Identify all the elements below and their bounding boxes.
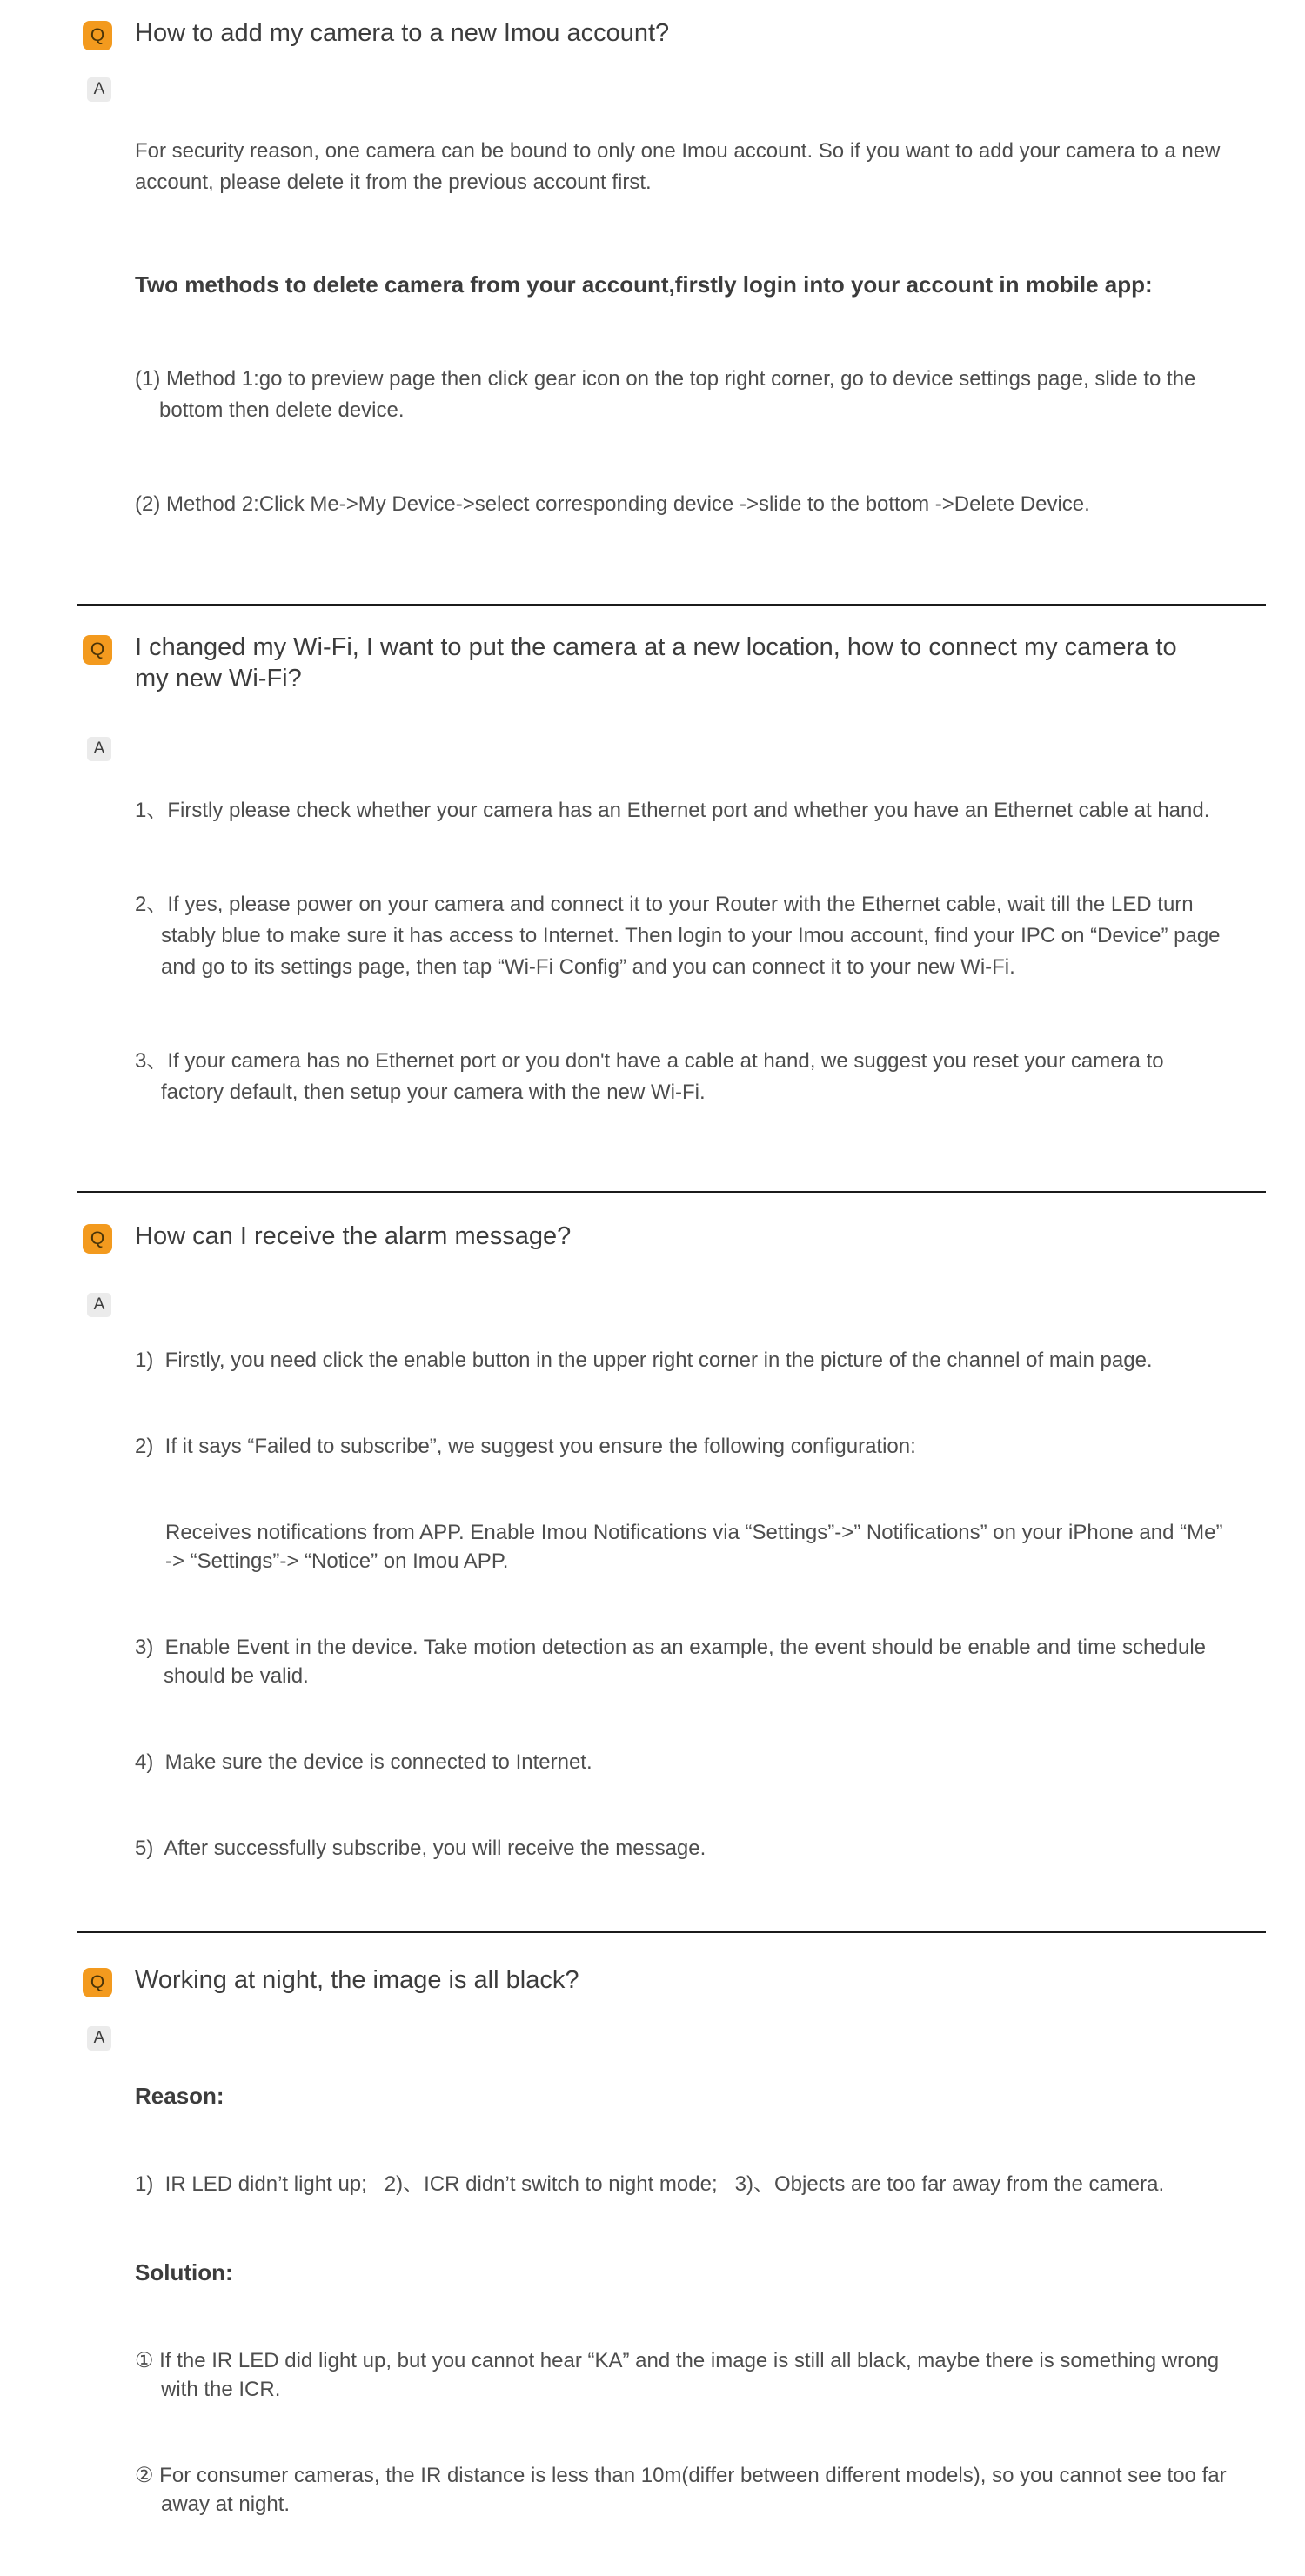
a-badge: A: [87, 77, 111, 102]
solution-label: Solution:: [135, 2259, 233, 2285]
list-item: 5) After successfully subscribe, you will receive the message.: [135, 1837, 706, 1860]
q-badge: Q: [83, 21, 112, 50]
answer-row: [83, 733, 1266, 1171]
faq-section-3: [0, 1221, 1305, 1920]
q-badge: Q: [83, 1968, 112, 1997]
faq-section-4: [0, 1964, 1305, 2576]
question-title: Working at night, the image is all black?: [135, 1966, 579, 1994]
list-item: (2) Method 2:Click Me->My Device->select corresponding device ->slide to the bottom ->Delete Device.: [135, 492, 1090, 516]
answer-row: [83, 73, 1266, 583]
q-badge: Q: [83, 1224, 112, 1254]
answer-row: [83, 1288, 1266, 1920]
section-divider: [77, 604, 1266, 606]
question-row: [83, 1964, 1266, 1997]
faq-section-1: [0, 17, 1305, 583]
question-row: [83, 17, 1266, 50]
list-item: 3) Enable Event in the device. Take motion detection as an example, the event should be enable and time schedule should be valid.: [135, 1636, 1212, 1688]
list-item: 1) Firstly, you need click the enable button in the upper right corner in the picture of the channel of main page.: [135, 1348, 1153, 1372]
list-item: 4) Make sure the device is connected to Internet.: [135, 1750, 592, 1774]
question-title: How to add my camera to a new Imou account?: [135, 19, 670, 47]
list-item: 2、If yes, please power on your camera and connect it to your Router with the Ethernet cable, wait till the LED turn stably blue to make sure it has access to Internet. Then login to your Imou account, find your IPC on “Device” page and go to its settings page, then tap “Wi-Fi Config” and you can connect it to your new Wi-Fi.: [135, 893, 1227, 979]
answer-paragraph: For security reason, one camera can be bound to only one Imou account. So if you want to add your camera to a new account, please delete it from the previous account first.: [135, 139, 1227, 194]
answer-row: [83, 2022, 1266, 2576]
answer-content: [135, 73, 1228, 583]
question-title: How can I receive the alarm message?: [135, 1222, 572, 1250]
a-badge: A: [87, 737, 111, 761]
answer-subheading: Two methods to delete camera from your account,firstly login into your account in mobile app:: [135, 271, 1153, 298]
solution-item: ① If the IR LED did light up, but you cannot hear “KA” and the image is still all black, maybe there is something wrong with the ICR.: [135, 2349, 1225, 2401]
question-title: I changed my Wi-Fi, I want to put the camera at a new location, how to connect my camera to my new Wi-Fi?: [135, 633, 1177, 693]
question-row: [83, 1221, 1266, 1254]
list-item: (1) Method 1:go to preview page then click gear icon on the top right corner, go to device settings page, slide to the bottom then delete device.: [135, 367, 1202, 422]
list-item-continuation: Receives notifications from APP. Enable Imou Notifications via “Settings”->” Notifications” on your iPhone and “Me” -> “Settings”-> “Notice” on Imou APP.: [165, 1521, 1229, 1573]
question-row: [83, 632, 1266, 694]
section-divider: [77, 1931, 1266, 1933]
list-item: 1、Firstly please check whether your camera has an Ethernet port and whether you have an Ethernet cable at hand.: [135, 799, 1210, 822]
q-badge: Q: [83, 635, 112, 665]
list-item: 3、If your camera has no Ethernet port or you don't have a cable at hand, we suggest you reset your camera to factory default, then setup your camera with the new Wi-Fi.: [135, 1049, 1170, 1104]
reason-label: Reason:: [135, 2083, 224, 2109]
reason-line: 1) IR LED didn’t light up; 2)、ICR didn’t switch to night mode; 3)、Objects are too far away from the camera.: [135, 2172, 1165, 2196]
answer-content: [135, 1288, 1228, 1920]
a-badge: A: [87, 2026, 111, 2051]
faq-section-2: [0, 632, 1305, 1171]
answer-content: [135, 2022, 1233, 2576]
a-badge: A: [87, 1293, 111, 1317]
answer-content: [135, 733, 1228, 1171]
solution-item: ② For consumer cameras, the IR distance is less than 10m(differ between different models), so you cannot see too far away at night.: [135, 2464, 1233, 2516]
list-item: 2) If it says “Failed to subscribe”, we suggest you ensure the following configuration:: [135, 1435, 916, 1458]
section-divider: [77, 1191, 1266, 1193]
